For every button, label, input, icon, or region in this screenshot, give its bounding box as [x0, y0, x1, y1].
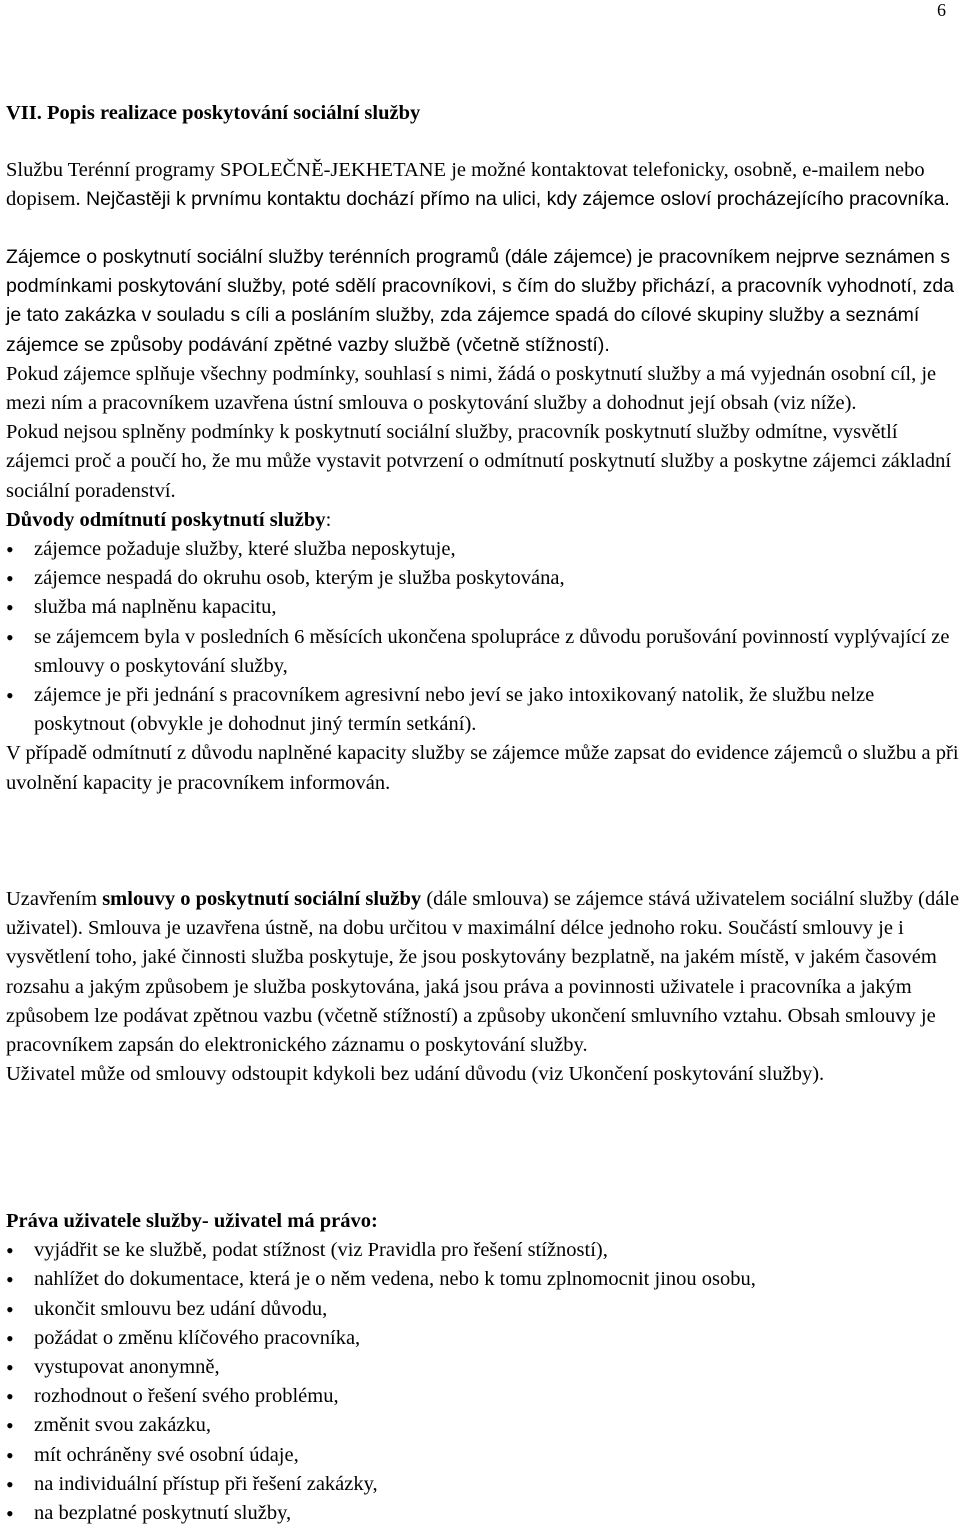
paragraph-pokud-nejsou: Pokud nejsou splněny podmínky k poskytnutí sociální služby, pracovník poskytnutí služby odmítne, vysvětlí zájemci proč a poučí ho, že mu může vystavit potvrzení o odmítnutí poskytnutí služby a poskytne zájemci základní sociální poradenství.	[6, 421, 952, 502]
intro-text-serif: Službu Terénní programy SPOLEČNĚ-JEKHETANE je možné kontaktovat telefonicky, osobně, e-mailem nebo dopisem.	[6, 159, 925, 211]
contract-rest: (dále smlouva) se zájemce stává uživatelem sociální služby (dále uživatel). Smlouva je uzavřena ústně, na dobu určitou v maximální délce jednoho roku. Součástí smlouvy je i vysvětlení toho, jaké činnosti služba poskytuje, že jsou poskytovány bezplatně, na jakém místě, v jakém časovém rozsahu a jakým způsobem je služba poskytována, jaká jsou práva a povinnosti uživatele i pracovníka a jakým způsobem lze podávat zpětnou vazbu (včetně stížností) a způsoby ukončení smluvního vztahu. Obsah smlouvy je pracovníkem zapsán do elektronického záznamu o poskytování služby.	[6, 888, 960, 1057]
paragraph-kapacita: V případě odmítnutí z důvodu naplněné kapacity služby se zájemce může zapsat do evidence zájemců o službu a při uvolnění kapacity je pracovníkem informován.	[6, 742, 959, 794]
rights-block	[6, 1207, 960, 1528]
reasons-heading	[6, 506, 960, 535]
paragraph-smlouva	[6, 885, 960, 1060]
right-item: • nahlížet do dokumentace, která je o něm vedena, nebo k tomu zplnomocnit jinou osobu,	[6, 1265, 960, 1294]
main-block	[6, 243, 960, 798]
right-item: • rozhodnout o řešení svého problému,	[6, 1382, 960, 1411]
page-number: 6	[937, 0, 946, 20]
right-item: • mít ochráněny své osobní údaje,	[6, 1441, 960, 1470]
reason-item: • zájemce je při jednání s pracovníkem agresivní nebo jeví se jako intoxikovaný natolik, že službu nelze poskytnout (obvykle je dohodnut jiný termín setkání).	[6, 681, 960, 739]
intro-text-sans: Nejčastěji k prvnímu kontaktu dochází přímo na ulici, kdy zájemce osloví procházejícího pracovníka.	[80, 188, 950, 211]
reasons-list	[6, 535, 960, 739]
rights-list	[6, 1236, 960, 1528]
right-item: • vystupovat anonymně,	[6, 1353, 960, 1382]
paragraph-zajemce: Zájemce o poskytnutí sociální služby terénních programů (dále zájemce) je pracovníkem nejprve seznámen s podmínkami poskytování služby, poté sdělí pracovníkovi, s čím do služby přichází, a pracovník vyhodnotí, zda je tato zakázka v souladu s cíli a posláním služby, zda zájemce spadá do cílové skupiny služby a seznámí zájemce se způsoby podávání zpětné vazby službě (včetně stížností).	[6, 246, 955, 356]
intro-block	[6, 156, 960, 214]
reasons-colon: :	[325, 508, 332, 531]
right-item: • změnit svou zakázku,	[6, 1411, 960, 1440]
right-item: • na bezplatné poskytnutí služby,	[6, 1499, 960, 1528]
contract-bold: smlouvy o poskytnutí sociální služby	[102, 888, 422, 910]
paragraph-pokud-splnuje: Pokud zájemce splňuje všechny podmínky, souhlasí s nimi, žádá o poskytnutí služby a má vyjednán osobní cíl, je mezi ním a pracovníkem uzavřena ústní smlouva o poskytování služby a dohodnut její obsah (viz níže).	[6, 362, 937, 415]
reason-item: • služba má naplněnu kapacitu,	[6, 593, 960, 622]
paragraph-odstoupit: Uživatel může od smlouvy odstoupit kdykoli bez udání důvodu (viz Ukončení poskytování služby).	[6, 1063, 825, 1086]
contract-block	[6, 885, 960, 1089]
section-heading: VII. Popis realizace poskytování sociální služby	[6, 102, 421, 124]
reason-item: • se zájemcem byla v posledních 6 měsících ukončena spolupráce z důvodu porušování povinností vyplývající ze smlouvy o poskytování služby,	[6, 623, 960, 681]
right-item: • ukončit smlouvu bez udání důvodu,	[6, 1295, 960, 1324]
right-item: • vyjádřit se ke službě, podat stížnost (viz Pravidla pro řešení stížností),	[6, 1236, 960, 1265]
reasons-title: Důvody odmítnutí poskytnutí služby	[6, 508, 326, 531]
right-item: • na individuální přístup při řešení zakázky,	[6, 1470, 960, 1499]
intro-paragraph	[6, 156, 960, 214]
rights-title: Práva uživatele služby- uživatel má právo:	[6, 1210, 378, 1232]
contract-lead: Uzavřením	[6, 888, 103, 910]
right-item: • požádat o změnu klíčového pracovníka,	[6, 1324, 960, 1353]
reason-item: • zájemce nespadá do okruhu osob, kterým je služba poskytována,	[6, 564, 960, 593]
reason-item: • zájemce požaduje služby, které služba neposkytuje,	[6, 535, 960, 564]
